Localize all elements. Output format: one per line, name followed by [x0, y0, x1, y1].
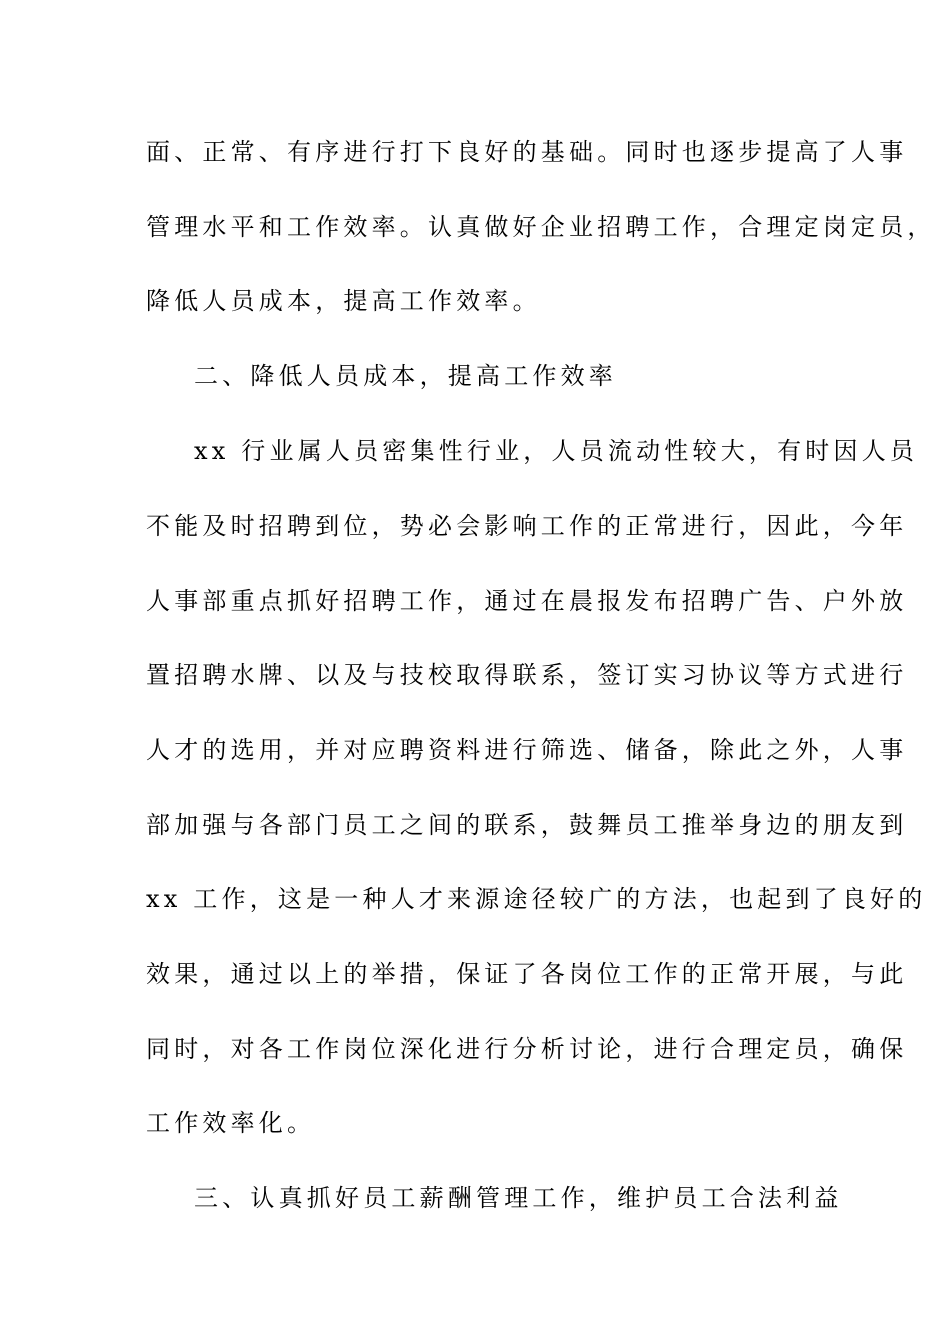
paragraph-line: xx 工作，这是一种人才来源途径较广的方法，也起到了良好的	[146, 885, 927, 913]
paragraph-line: 面、正常、有序进行打下良好的基础。同时也逐步提高了人事	[146, 138, 908, 166]
paragraph-line: 不能及时招聘到位，势必会影响工作的正常进行，因此，今年	[146, 512, 908, 540]
paragraph-line: 效果，通过以上的举措，保证了各岗位工作的正常开展，与此	[146, 960, 908, 988]
paragraph-line: 人才的选用，并对应聘资料进行筛选、储备，除此之外，人事	[146, 736, 908, 764]
paragraph-line: 降低人员成本，提高工作效率。	[146, 287, 541, 315]
paragraph-line: xx 行业属人员密集性行业，人员流动性较大，有时因人员	[194, 437, 919, 465]
paragraph-line: 置招聘水牌、以及与技校取得联系，签订实习协议等方式进行	[146, 661, 908, 689]
paragraph-line: 工作效率化。	[146, 1109, 316, 1137]
paragraph-line: 部加强与各部门员工之间的联系，鼓舞员工推举身边的朋友到	[146, 811, 908, 839]
paragraph-line: 同时，对各工作岗位深化进行分析讨论，进行合理定员，确保	[146, 1035, 908, 1063]
paragraph-line: 管理水平和工作效率。认真做好企业招聘工作，合理定岗定员，	[146, 213, 936, 241]
section-heading: 三、认真抓好员工薪酬管理工作，维护员工合法利益	[194, 1184, 843, 1212]
paragraph-line: 人事部重点抓好招聘工作，通过在晨报发布招聘广告、户外放	[146, 587, 908, 615]
section-heading: 二、降低人员成本，提高工作效率	[194, 362, 617, 390]
